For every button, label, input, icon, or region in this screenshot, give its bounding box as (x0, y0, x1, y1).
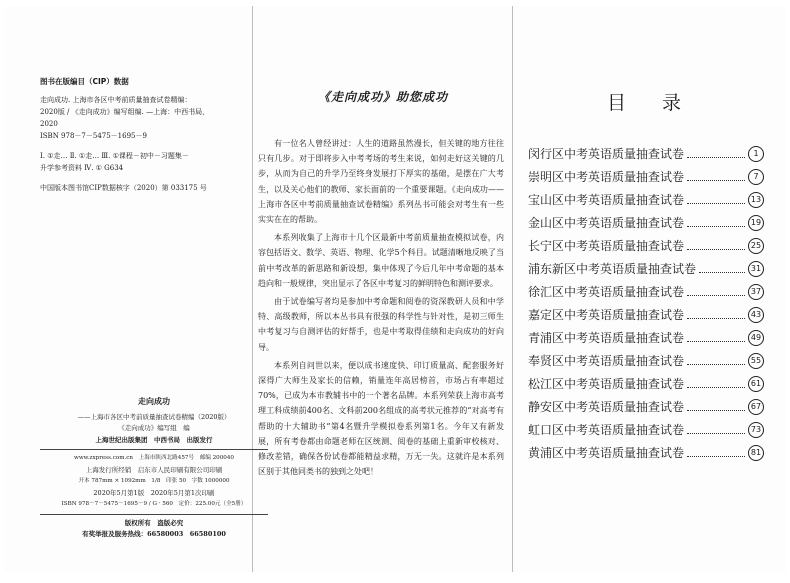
toc-entry[interactable] (528, 165, 764, 188)
toc-page-number: 49 (748, 330, 764, 346)
toc-page-number: 19 (748, 215, 764, 231)
toc-leader-dots (687, 364, 745, 365)
cip-record-number: 中国版本图书馆CIP数据核字（2020）第 033175 号 (40, 184, 207, 192)
cip-title: 图书在版编目（CIP）数据 (40, 77, 129, 86)
toc-page-number: 73 (748, 422, 764, 438)
imprint-block (40, 396, 268, 541)
toc-entry-label: 浦东新区中考英语质量抽查试卷 (528, 262, 697, 276)
preface-paragraph: 由于试卷编写者均是参加中考命题和阅卷的资深教研人员和中学特、高级教师，所以本丛书具有很强的科学性与针对性，是初三师生中考复习与自测评估的好帮手，也是中考取得佳绩和走向成功的好向导。 (258, 297, 504, 352)
toc-entry-label: 徐汇区中考英语质量抽查试卷 (528, 285, 685, 299)
cip-line: 走向成功. 上海市各区中考前质量抽查试卷精编： (40, 96, 192, 104)
imprint-isbn-price: ISBN 978－7－5475－1695－9 / G · 560 定价：225.00元（全5册） (61, 501, 247, 507)
cip-line: Ⅰ. ①走… Ⅱ. ①走… Ⅲ. ①课程－初中－习题集－ (40, 152, 189, 160)
cip-line: 2020版 / 《走向成功》编写组编. —上海：中西书局， (40, 108, 210, 116)
toc-entry[interactable] (528, 441, 764, 464)
preface-title: 《走向成功》助您成功 (317, 90, 448, 104)
toc-entry[interactable] (528, 188, 764, 211)
toc-page-number: 37 (748, 284, 764, 300)
toc-entry-label: 奉贤区中考英语质量抽查试卷 (528, 354, 685, 368)
cip-isbn: ISBN 978－7－5475－1695－9 (40, 132, 147, 140)
toc-leader-dots (687, 456, 745, 457)
toc-leader-dots (687, 410, 745, 411)
imprint-publisher: 上海世纪出版集团 中西书局 出版发行 (95, 435, 213, 444)
preface-body (258, 136, 504, 482)
toc-leader-dots (687, 318, 745, 319)
toc-entry-label: 松江区中考英语质量抽查试卷 (528, 377, 685, 391)
toc-entry[interactable] (528, 280, 764, 303)
toc-entry[interactable] (528, 418, 764, 441)
toc-page-number: 25 (748, 238, 764, 254)
imprint-rights: 版权所有 盗版必究 (124, 518, 184, 527)
toc-title: 目录 (606, 92, 717, 114)
toc-leader-dots (687, 203, 745, 204)
toc-leader-dots (687, 295, 745, 296)
preface-paragraph: 本系列自问世以来，便以成书速度快、印订质量高、配套服务好深得广大师生及家长的信赖，销量连年高居榜首，市场占有率超过70%，已成为本市教辅书中的一个著名品牌。本系列荣获上海市高考理工科成绩前400名、文科前200名组成的高考状元推荐的“对高考有帮助的十大辅助书”第4名暨升学模拟卷系列第1名。今年又有新发展，所有考卷都由命题老师在区统测、阅卷的基础上重新审校核对、修改差错，确保各份试卷都能精益求精，万无一失。这就许是本系列区别于其他同类书的独到之处吧！ (258, 360, 504, 477)
cip-line: 2020 (40, 120, 58, 128)
imprint-hotline: 有奖举报及服务热线：66580003 66580100 (82, 530, 226, 538)
toc-page-number: 43 (748, 307, 764, 323)
toc-entry-label: 长宁区中考英语质量抽查试卷 (528, 239, 685, 253)
toc-list (528, 142, 764, 464)
toc-entry-label: 闵行区中考英语质量抽查试卷 (528, 147, 685, 161)
imprint-format: 开本 787mm × 1092mm 1/8 印张 50 字数 1000000 (78, 478, 230, 484)
imprint-subtitle: ——上海市各区中考前质量抽查试卷精编（2020版） (77, 412, 231, 421)
toc-leader-dots (687, 341, 745, 342)
toc-entry[interactable] (528, 303, 764, 326)
toc-page-number: 7 (748, 169, 764, 185)
toc-page-number: 81 (748, 445, 764, 461)
toc-entry-label: 虹口区中考英语质量抽查试卷 (528, 423, 685, 437)
toc-leader-dots (687, 180, 745, 181)
page-divider-right (512, 6, 513, 572)
toc-page-number: 55 (748, 353, 764, 369)
cip-line: 升学参考资料 Ⅳ. ① G634 (40, 164, 124, 172)
preface-paragraph: 有一位名人曾经讲过：人生的道路虽然漫长，但关键的地方往往只有几步。对于即将步入中考考场的考生来说，如何走好这关键的几步，从而为自己的升学乃至终身发展打下厚实的基础，是摆在广大考生，以及关心他们的教师、家长面前的一个重要课题。《走向成功——上海市各区中考前质量抽查试卷精编》系列丛书可能会对考生有一些实实在在的帮助。 (258, 139, 504, 225)
toc-entry-label: 嘉定区中考英语质量抽查试卷 (528, 308, 685, 322)
toc-entry[interactable] (528, 349, 764, 372)
preface-paragraph: 本系列收集了上海市十几个区最新中考前质量抽查模拟试卷，内容包括语文、数学、英语、物理、化学5个科目。试题清晰地反映了当前中考改革的新思路和新设想，集中体现了今后几年中考命题的基本趋向和一般规律，突出显示了各区中考复习的鲜明特色和测评要求。 (258, 233, 504, 288)
toc-leader-dots (687, 387, 745, 388)
toc-entry-label: 金山区中考英语质量抽查试卷 (528, 216, 685, 230)
toc-page-number: 67 (748, 399, 764, 415)
toc-entry-label: 静安区中考英语质量抽查试卷 (528, 400, 685, 414)
toc-entry-label: 崇明区中考英语质量抽查试卷 (528, 170, 685, 184)
toc-entry-label: 黄浦区中考英语质量抽查试卷 (528, 446, 685, 460)
cip-data-block (40, 76, 250, 194)
toc-leader-dots (687, 157, 745, 158)
toc-entry[interactable] (528, 395, 764, 418)
toc-leader-dots (687, 249, 745, 250)
toc-leader-dots (699, 272, 745, 273)
imprint-edition: 2020年5月第1版 2020年5月第1次印刷 (93, 488, 215, 497)
imprint-printer: 上海发行所经销 启东市人民印刷有限公司印刷 (85, 465, 223, 474)
toc-page-number: 61 (748, 376, 764, 392)
toc-entry[interactable] (528, 326, 764, 349)
toc-entry[interactable] (528, 142, 764, 165)
toc-entry-label: 青浦区中考英语质量抽查试卷 (528, 331, 685, 345)
toc-page-number: 31 (748, 261, 764, 277)
toc-entry[interactable] (528, 211, 764, 234)
imprint-website: www.zxpress.com.cn 上海市陕西北路457号 邮编 200040 (74, 455, 234, 461)
imprint-editor: 《走向成功》编写组 编 (118, 424, 190, 432)
toc-entry[interactable] (528, 234, 764, 257)
toc-entry[interactable] (528, 372, 764, 395)
toc-page-number: 1 (748, 146, 764, 162)
imprint-title: 走向成功 (138, 397, 170, 406)
toc-entry[interactable] (528, 257, 764, 280)
toc-leader-dots (687, 433, 745, 434)
toc-page-number: 13 (748, 192, 764, 208)
toc-entry-label: 宝山区中考英语质量抽查试卷 (528, 193, 685, 207)
toc-leader-dots (687, 226, 745, 227)
